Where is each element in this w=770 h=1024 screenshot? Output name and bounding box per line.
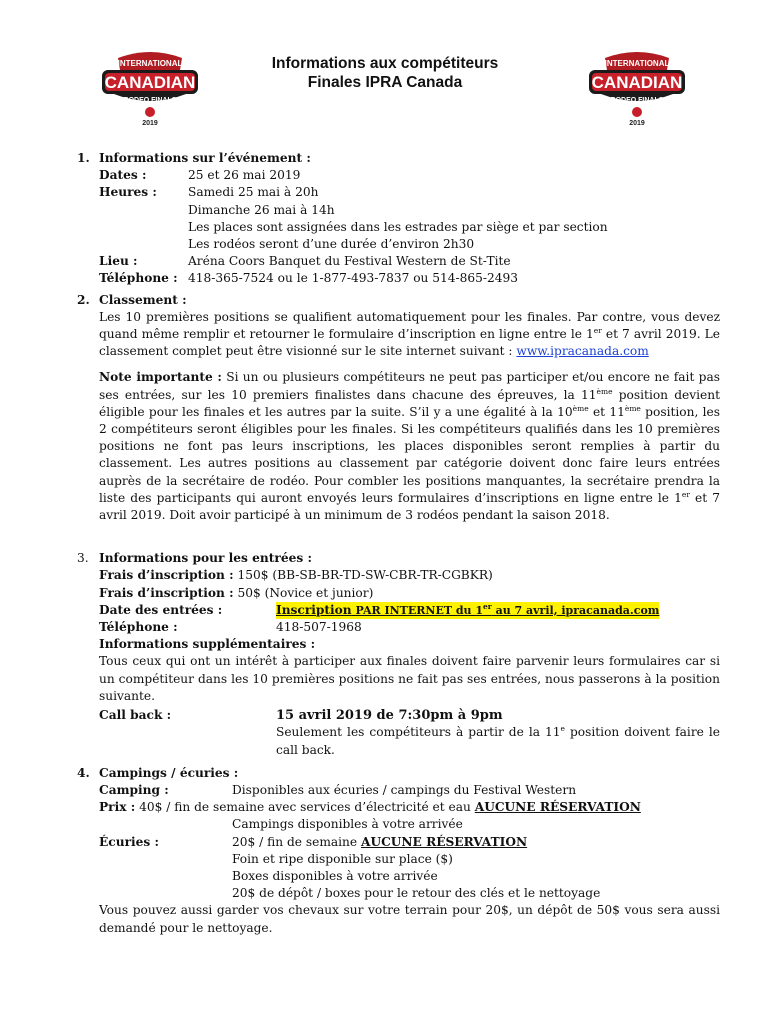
stables-detail: 20$ de dépôt / boxes pour le retour des clés et le nettoyage (232, 886, 601, 901)
ipra-website-link[interactable]: www.ipracanada.com (516, 344, 649, 359)
title-line-1: Informations aux compétiteurs (271, 55, 499, 72)
section-camping: 4. Campings / écuries : Camping : Disponibles aux écuries / campings du Festival Western Prix : 40$ / fin de semaine avec services d’électricité et eau AUCUNE RÉSERVATION Campings disponibles à votre arrivée Écuries : 20$ / fin de semaine AUCUNE RÉSERVATION Foin et ripe disponible sur place ($) Boxes disponibles à votre arrivée 20$ de dépôt / boxes pour le retour des clés et le nettoyage Vous pouvez aussi garder vos chevaux sur votre terrain pour 20$, un dépôt de 50$ vous sera aussi demandé pour le nettoyage. (77, 765, 720, 937)
callback-label: Call back : (99, 708, 172, 723)
stables-label: Écuries : (99, 834, 159, 849)
stables-detail: Foin et ripe disponible sur place ($) (232, 851, 453, 866)
callback-value: 15 avril 2019 de 7:30pm à 9pm (276, 708, 503, 724)
section-ranking (77, 292, 720, 525)
entry-fee-label: Frais d’inscription : (99, 568, 234, 583)
important-note-paragraph: Note importante : Si un ou plusieurs compétiteurs ne peut pas participer et/ou encore ne fait pas ses entrées, sur les 10 premiers finalistes dans chacune des épreuves, la 11ème position devient éligible pour les finales et les autres par la suite. S’il y a une égalité à la 10ème et 11ème position, les 2 compétiteurs seront éligibles pour les finales. Si les compétiteurs qualifiés dans les 10 premières positions ne font pas leurs inscriptions, les places disponibles seront remplies à partir du classement. Les autres positions au classement par catégorie doivent donc faire leurs entrées auprès de la secrétaire de rodéo. Pour combler les positions manquantes, la secrétaire prendra la liste des participants qui auront envoyés leurs formulaires d’inscriptions en ligne entre le 1er et 7 avril 2019. Doit avoir participé à un minimum de 3 rodéos pendant la saison 2018. (99, 370, 720, 523)
dates-label: Dates : (99, 168, 147, 183)
stables-detail: Boxes disponibles à votre arrivée (232, 868, 438, 883)
title-line-2: Finales IPRA Canada (307, 74, 463, 91)
hours-label: Heures : (99, 185, 157, 200)
svg-text:RODEO FINALS: RODEO FINALS (610, 97, 664, 104)
no-reservation-notice: AUCUNE RÉSERVATION (474, 800, 641, 815)
entries-phone-label: Téléphone : (99, 620, 178, 635)
horses-note: Vous pouvez aussi garder vos chevaux sur votre terrain pour 20$, un dépôt de 50$ vous sera aussi demandé pour le nettoyage. (99, 903, 720, 935)
camping-value: Disponibles aux écuries / campings du Festival Western (232, 782, 577, 797)
section-number: 3. (77, 551, 89, 566)
entry-fee-value: 50$ (Novice et junior) (233, 585, 374, 600)
svg-text:CANADIAN: CANADIAN (104, 73, 196, 92)
section-heading: Informations sur l’événement : (99, 151, 311, 165)
hours-line: Les places sont assignées dans les estrades par siège et par section (188, 219, 608, 234)
dates-value: 25 et 26 mai 2019 (188, 168, 301, 183)
hours-line: Les rodéos seront d’une durée d’environ 2h30 (188, 237, 475, 252)
location-value: Aréna Coors Banquet du Festival Western de St-Tite (188, 254, 511, 269)
section-number: 2. (77, 292, 90, 307)
section-entries (77, 550, 720, 758)
section-event-info (77, 150, 720, 288)
section-heading: Campings / écuries : (99, 765, 239, 780)
callback-note: Seulement les compétiteurs à partir de la 11e position doivent faire le call back. (276, 724, 720, 757)
no-reservation-notice: AUCUNE RÉSERVATION (360, 834, 528, 849)
camping-availability: Campings disponibles à votre arrivée (232, 817, 463, 832)
section-number: 4. (77, 765, 90, 780)
svg-text:RODEO FINALS: RODEO FINALS (123, 97, 177, 104)
entry-dates-highlight: Inscription PAR INTERNET du 1er au 7 avril, ipracanada.com (276, 602, 659, 619)
ranking-paragraph: Les 10 premières positions se qualifient automatiquement pour les finales. Par contre, vous devez quand même remplir et retourner le formulaire d’inscription en ligne entre le 1er et 7 avril 2019. Le classement complet peut être visionné sur le site internet suivant : www.ipracanada.com (99, 309, 720, 359)
svg-text:CANADIAN: CANADIAN (591, 73, 683, 92)
hours-line: Samedi 25 mai à 20h (188, 185, 319, 200)
svg-text:2019: 2019 (629, 120, 645, 127)
entry-dates-label: Date des entrées : (99, 602, 223, 617)
svg-text:INTERNATIONAL: INTERNATIONAL (604, 59, 670, 68)
phone-value: 418-365-7524 ou le 1-877-493-7837 ou 514-865-2493 (188, 271, 519, 286)
entry-fee-value: 150$ (BB-SB-BR-TD-SW-CBR-TR-CGBKR) (233, 568, 493, 583)
section-heading: Classement : (99, 292, 187, 307)
additional-info-label: Informations supplémentaires : (99, 637, 316, 652)
entries-phone-value: 418-507-1968 (276, 620, 362, 635)
document-body (77, 150, 720, 937)
camping-label: Camping : (99, 782, 169, 797)
section-number: 1. (77, 151, 90, 165)
svg-text:INTERNATIONAL: INTERNATIONAL (117, 59, 183, 68)
additional-info-text: Tous ceux qui ont un intérêt à participer aux finales doivent faire parvenir leurs formulaires car si un compétiteur dans les 10 premières positions ne fait pas ses entrées, nous passerons à la position suivante. (99, 654, 720, 703)
phone-label: Téléphone : (99, 271, 178, 286)
price-label: Prix : (99, 800, 136, 815)
hours-line: Dimanche 26 mai à 14h (188, 202, 335, 217)
entry-fee-label: Frais d’inscription : (99, 585, 234, 600)
note-label: Note importante : (99, 370, 222, 385)
document-title (0, 54, 770, 92)
section-heading: Informations pour les entrées : (99, 551, 312, 566)
location-label: Lieu : (99, 254, 138, 269)
svg-text:2019: 2019 (142, 120, 158, 127)
